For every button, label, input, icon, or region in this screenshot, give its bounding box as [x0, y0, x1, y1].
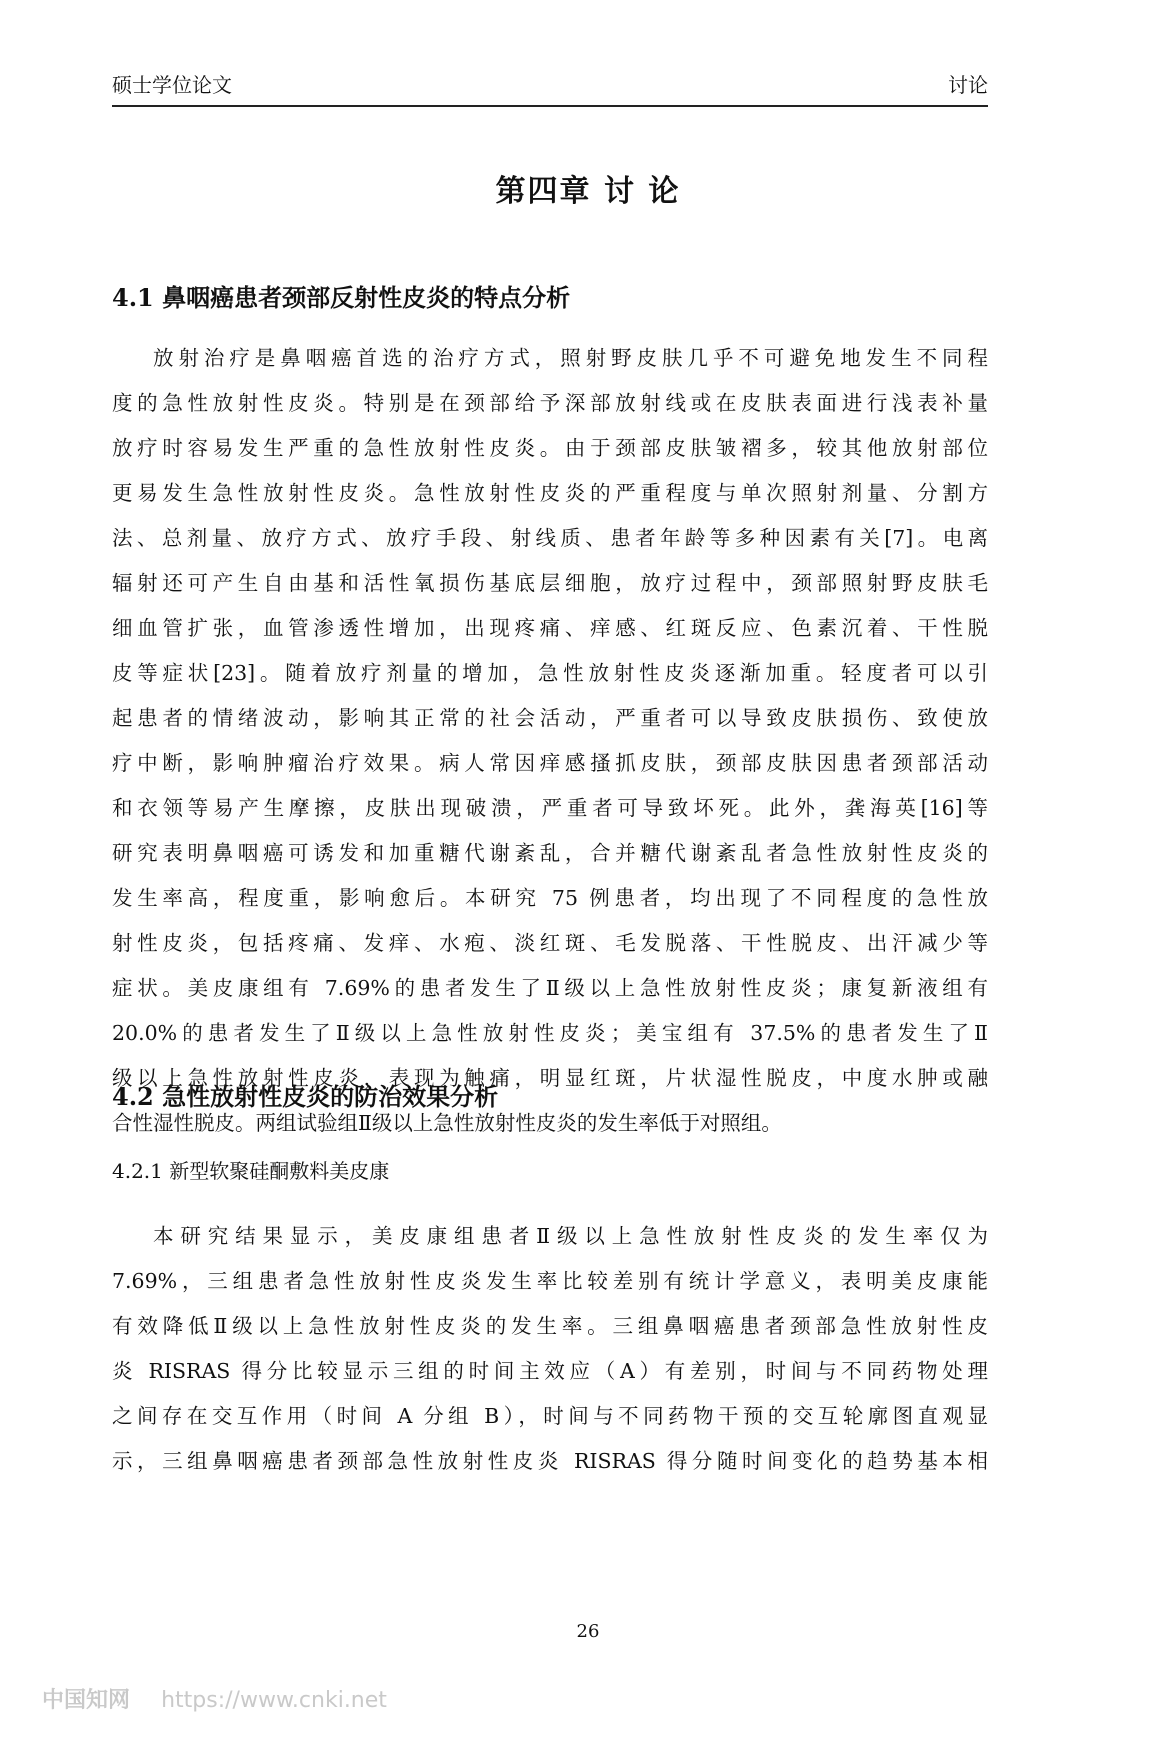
paragraph-line: 疗中断，影响肿瘤治疗效果。病人常因痒感搔抓皮肤，颈部皮肤因患者颈部活动 — [112, 751, 988, 775]
cnki-logo: 中国知网 — [42, 1688, 131, 1713]
paragraph-line: 起患者的情绪波动，影响其正常的社会活动，严重者可以导致皮肤损伤、致使放 — [112, 706, 988, 730]
paragraph-line: 度的急性放射性皮炎。特别是在颈部给予深部放射线或在皮肤表面进行浅表补量 — [112, 391, 988, 415]
paragraph-line: 辐射还可产生自由基和活性氧损伤基底层细胞，放疗过程中，颈部照射野皮肤毛 — [112, 571, 988, 595]
paragraph-line: 本研究结果显示，美皮康组患者Ⅱ级以上急性放射性皮炎的发生率仅为 — [153, 1224, 988, 1248]
paragraph-line: 之间存在交互作用（时间 A 分组 B），时间与不同药物干预的交互轮廓图直观显 — [112, 1404, 988, 1428]
section-heading-4-1: 4.1 鼻咽癌患者颈部反射性皮炎的特点分析 — [112, 283, 571, 312]
paragraph-4-1 — [112, 336, 988, 1146]
page-number: 26 — [576, 1621, 600, 1642]
paragraph-line: 症状。美皮康组有 7.69%的患者发生了Ⅱ级以上急性放射性皮炎；康复新液组有 — [112, 976, 988, 1000]
paragraph-line: 法、总剂量、放疗方式、放疗手段、射线质、患者年龄等多种因素有关[7]。电离 — [112, 526, 988, 550]
paragraph-line: 合性湿性脱皮。两组试验组Ⅱ级以上急性放射性皮炎的发生率低于对照组。 — [112, 1111, 782, 1135]
section-heading-4-2: 4.2 急性放射性皮炎的防治效果分析 — [112, 1082, 499, 1111]
paragraph-line: 炎 RISRAS 得分比较显示三组的时间主效应（A）有差别，时间与不同药物处理 — [112, 1359, 988, 1383]
subsection-heading-4-2-1: 4.2.1 新型软聚硅酮敷料美皮康 — [112, 1159, 390, 1183]
paragraph-4-2-1 — [112, 1214, 988, 1484]
paragraph-line: 和衣领等易产生摩擦，皮肤出现破溃，严重者可导致坏死。此外，龚海英[16]等 — [112, 796, 988, 820]
paragraph-line: 示，三组鼻咽癌患者颈部急性放射性皮炎 RISRAS 得分随时间变化的趋势基本相 — [112, 1449, 988, 1473]
cnki-watermark — [42, 1683, 387, 1713]
paragraph-line: 放射治疗是鼻咽癌首选的治疗方式，照射野皮肤几乎不可避免地发生不同程 — [153, 346, 988, 370]
running-header — [112, 72, 988, 108]
chapter-title: 第四章 讨 论 — [495, 174, 681, 209]
header-thesis-type: 硕士学位论文 — [112, 73, 232, 97]
paragraph-line: 皮等症状[23]。随着放疗剂量的增加，急性放射性皮炎逐渐加重。轻度者可以引 — [112, 661, 988, 685]
paragraph-line: 射性皮炎，包括疼痛、发痒、水疱、淡红斑、毛发脱落、干性脱皮、出汗减少等 — [112, 931, 988, 955]
header-rule — [112, 105, 988, 107]
paragraph-line: 研究表明鼻咽癌可诱发和加重糖代谢紊乱，合并糖代谢紊乱者急性放射性皮炎的 — [112, 841, 988, 865]
cnki-url: https://www.cnki.net — [161, 1688, 387, 1713]
paragraph-line: 7.69%，三组患者急性放射性皮炎发生率比较差别有统计学意义，表明美皮康能 — [112, 1269, 988, 1293]
paragraph-line: 发生率高，程度重，影响愈后。本研究 75 例患者，均出现了不同程度的急性放 — [112, 886, 988, 910]
paragraph-line: 级以上急性放射性皮炎，表现为触痛，明显红斑，片状湿性脱皮，中度水肿或融 — [112, 1066, 988, 1090]
paragraph-line: 细血管扩张，血管渗透性增加，出现疼痛、痒感、红斑反应、色素沉着、干性脱 — [112, 616, 988, 640]
paragraph-line: 放疗时容易发生严重的急性放射性皮炎。由于颈部皮肤皱褶多，较其他放射部位 — [112, 436, 988, 460]
paragraph-line: 20.0%的患者发生了Ⅱ级以上急性放射性皮炎；美宝组有 37.5%的患者发生了Ⅱ — [112, 1021, 988, 1045]
paragraph-line: 更易发生急性放射性皮炎。急性放射性皮炎的严重程度与单次照射剂量、分割方 — [112, 481, 988, 505]
paragraph-line: 有效降低Ⅱ级以上急性放射性皮炎的发生率。三组鼻咽癌患者颈部急性放射性皮 — [112, 1314, 988, 1338]
header-chapter-name: 讨论 — [948, 73, 988, 97]
